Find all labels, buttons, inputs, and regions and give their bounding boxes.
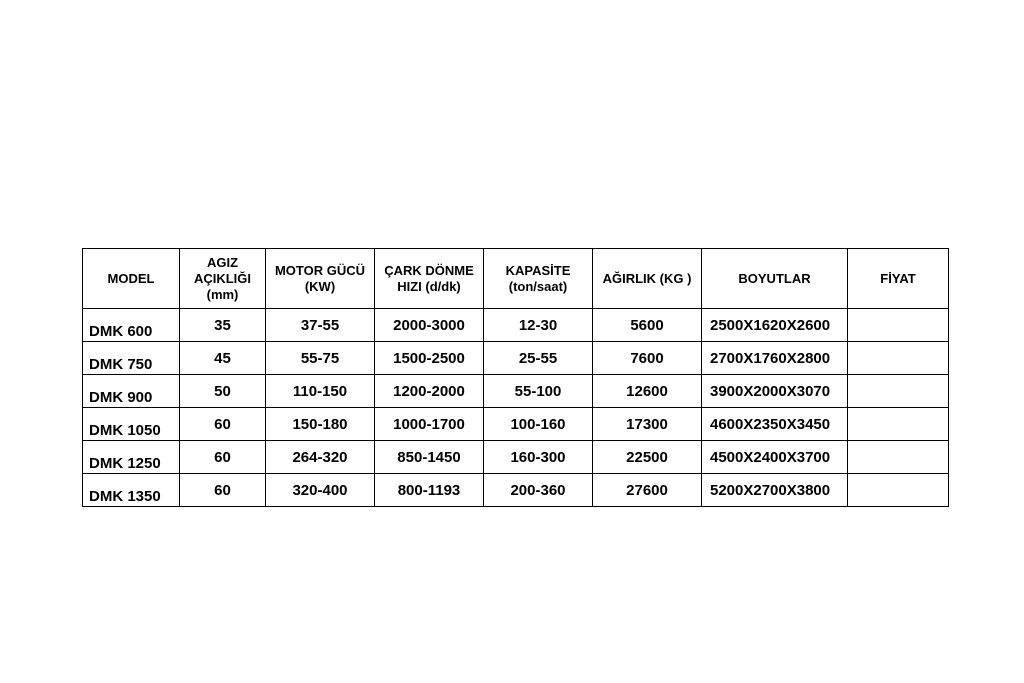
cell-rotor-speed: 2000-3000 xyxy=(375,309,484,342)
cell-motor-power: 37-55 xyxy=(266,309,375,342)
spec-table xyxy=(82,248,949,507)
cell-weight: 22500 xyxy=(593,441,702,474)
cell-dimensions: 4500X2400X3700 xyxy=(702,441,848,474)
cell-dimensions: 3900X2000X3070 xyxy=(702,375,848,408)
cell-motor-power: 150-180 xyxy=(266,408,375,441)
cell-dimensions: 4600X2350X3450 xyxy=(702,408,848,441)
header-capacity: KAPASİTE (ton/saat) xyxy=(484,249,593,309)
cell-rotor-speed: 1500-2500 xyxy=(375,342,484,375)
cell-price xyxy=(848,408,949,441)
table-row xyxy=(83,441,949,474)
cell-weight: 27600 xyxy=(593,474,702,507)
header-price: FİYAT xyxy=(848,249,949,309)
table-row xyxy=(83,474,949,507)
table-row xyxy=(83,309,949,342)
table-row xyxy=(83,342,949,375)
cell-rotor-speed: 850-1450 xyxy=(375,441,484,474)
header-motor-power: MOTOR GÜCÜ (KW) xyxy=(266,249,375,309)
cell-dimensions: 5200X2700X3800 xyxy=(702,474,848,507)
cell-capacity: 12-30 xyxy=(484,309,593,342)
cell-model: DMK 600 xyxy=(83,309,180,342)
cell-capacity: 100-160 xyxy=(484,408,593,441)
cell-weight: 17300 xyxy=(593,408,702,441)
cell-model: DMK 750 xyxy=(83,342,180,375)
cell-weight: 7600 xyxy=(593,342,702,375)
cell-weight: 12600 xyxy=(593,375,702,408)
cell-price xyxy=(848,342,949,375)
cell-motor-power: 110-150 xyxy=(266,375,375,408)
cell-capacity: 200-360 xyxy=(484,474,593,507)
cell-mouth-opening: 35 xyxy=(180,309,266,342)
cell-motor-power: 55-75 xyxy=(266,342,375,375)
header-mouth-opening: AGIZ AÇIKLIĞI (mm) xyxy=(180,249,266,309)
table-row xyxy=(83,375,949,408)
cell-weight: 5600 xyxy=(593,309,702,342)
cell-model: DMK 1250 xyxy=(83,441,180,474)
cell-capacity: 55-100 xyxy=(484,375,593,408)
cell-mouth-opening: 60 xyxy=(180,441,266,474)
cell-model: DMK 1050 xyxy=(83,408,180,441)
cell-motor-power: 264-320 xyxy=(266,441,375,474)
cell-model: DMK 1350 xyxy=(83,474,180,507)
cell-mouth-opening: 45 xyxy=(180,342,266,375)
cell-model: DMK 900 xyxy=(83,375,180,408)
cell-mouth-opening: 60 xyxy=(180,474,266,507)
table-row xyxy=(83,408,949,441)
cell-rotor-speed: 1200-2000 xyxy=(375,375,484,408)
header-row xyxy=(83,249,949,309)
header-weight: AĞIRLIK (KG ) xyxy=(593,249,702,309)
cell-price xyxy=(848,309,949,342)
cell-capacity: 160-300 xyxy=(484,441,593,474)
cell-motor-power: 320-400 xyxy=(266,474,375,507)
cell-price xyxy=(848,441,949,474)
cell-capacity: 25-55 xyxy=(484,342,593,375)
header-rotor-speed: ÇARK DÖNME HIZI (d/dk) xyxy=(375,249,484,309)
header-dimensions: BOYUTLAR xyxy=(702,249,848,309)
cell-dimensions: 2700X1760X2800 xyxy=(702,342,848,375)
cell-rotor-speed: 1000-1700 xyxy=(375,408,484,441)
cell-dimensions: 2500X1620X2600 xyxy=(702,309,848,342)
cell-mouth-opening: 50 xyxy=(180,375,266,408)
cell-mouth-opening: 60 xyxy=(180,408,266,441)
header-model: MODEL xyxy=(83,249,180,309)
cell-price xyxy=(848,474,949,507)
cell-rotor-speed: 800-1193 xyxy=(375,474,484,507)
cell-price xyxy=(848,375,949,408)
